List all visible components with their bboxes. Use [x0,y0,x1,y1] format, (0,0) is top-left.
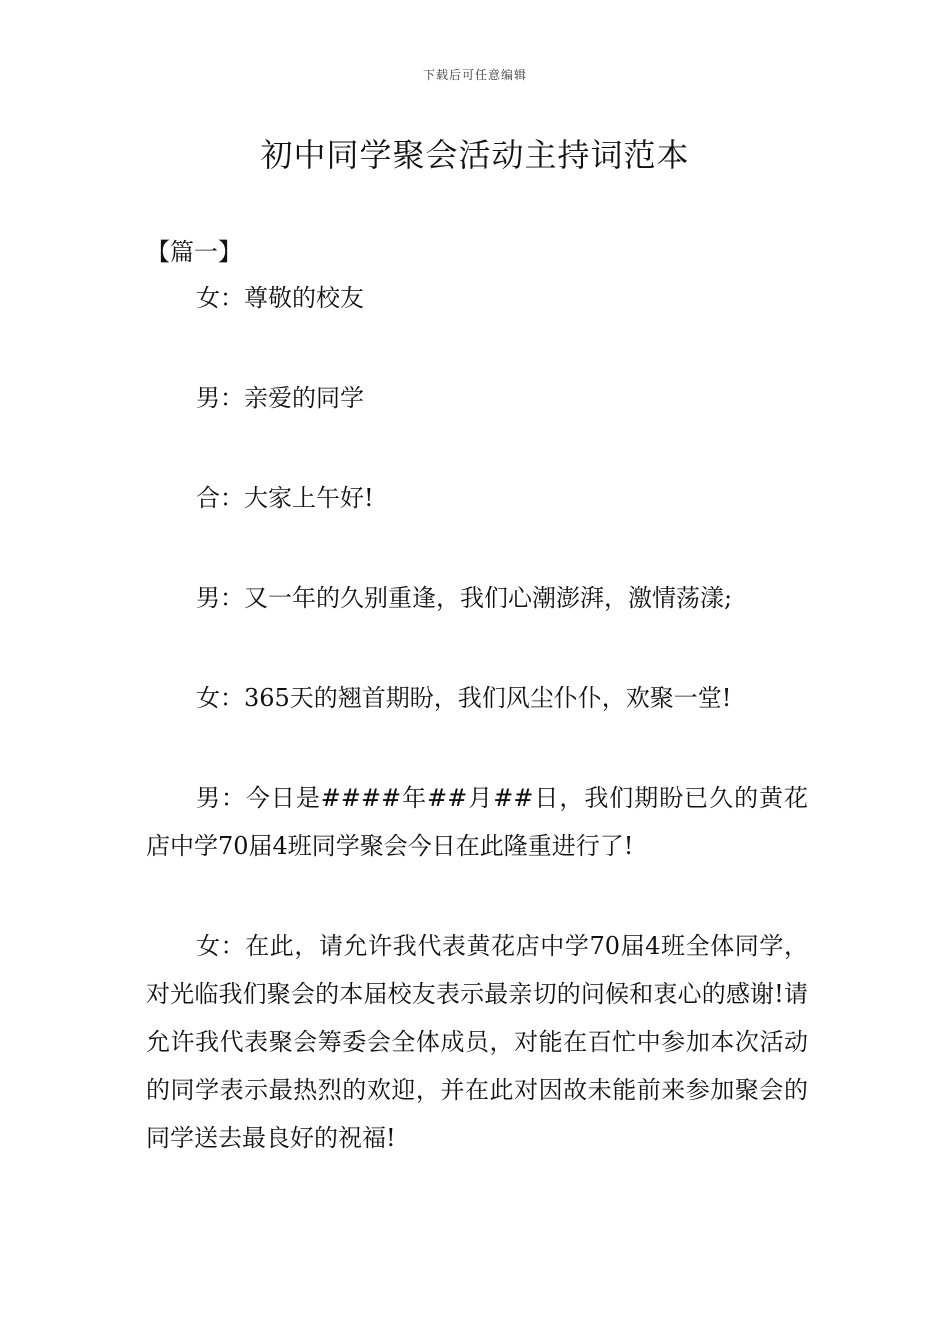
paragraph-3: 合：大家上午好! [196,484,374,512]
paragraph-4: 男：又一年的久别重逢，我们心潮澎湃，激情荡漾; [196,584,733,612]
document-title: 初中同学聚会活动主持词范本 [260,136,690,174]
paragraph-6: 男：今日是####年##月##日，我们期盼已久的黄花店中学70届4班同学聚会今日在此隆重进行了! [146,784,808,860]
page-header-note: 下载后可任意编辑 [422,68,527,82]
paragraph-2: 男：亲爱的同学 [196,384,364,412]
paragraph-7: 女：在此，请允许我代表黄花店中学70届4班全体同学，对光临我们聚会的本届校友表示最亲切的问候和衷心的感谢!请允许我代表聚会筹委会全体成员，对能在百忙中参加本次活动的同学表示最热烈的欢迎，并在此对因故未能前来参加聚会的同学送去最良好的祝福! [146,932,808,1152]
section-label: 【篇一】 [146,238,242,266]
paragraph-5: 女：365天的翘首期盼，我们风尘仆仆，欢聚一堂! [196,684,732,712]
paragraph-1: 女：尊敬的校友 [196,284,364,312]
